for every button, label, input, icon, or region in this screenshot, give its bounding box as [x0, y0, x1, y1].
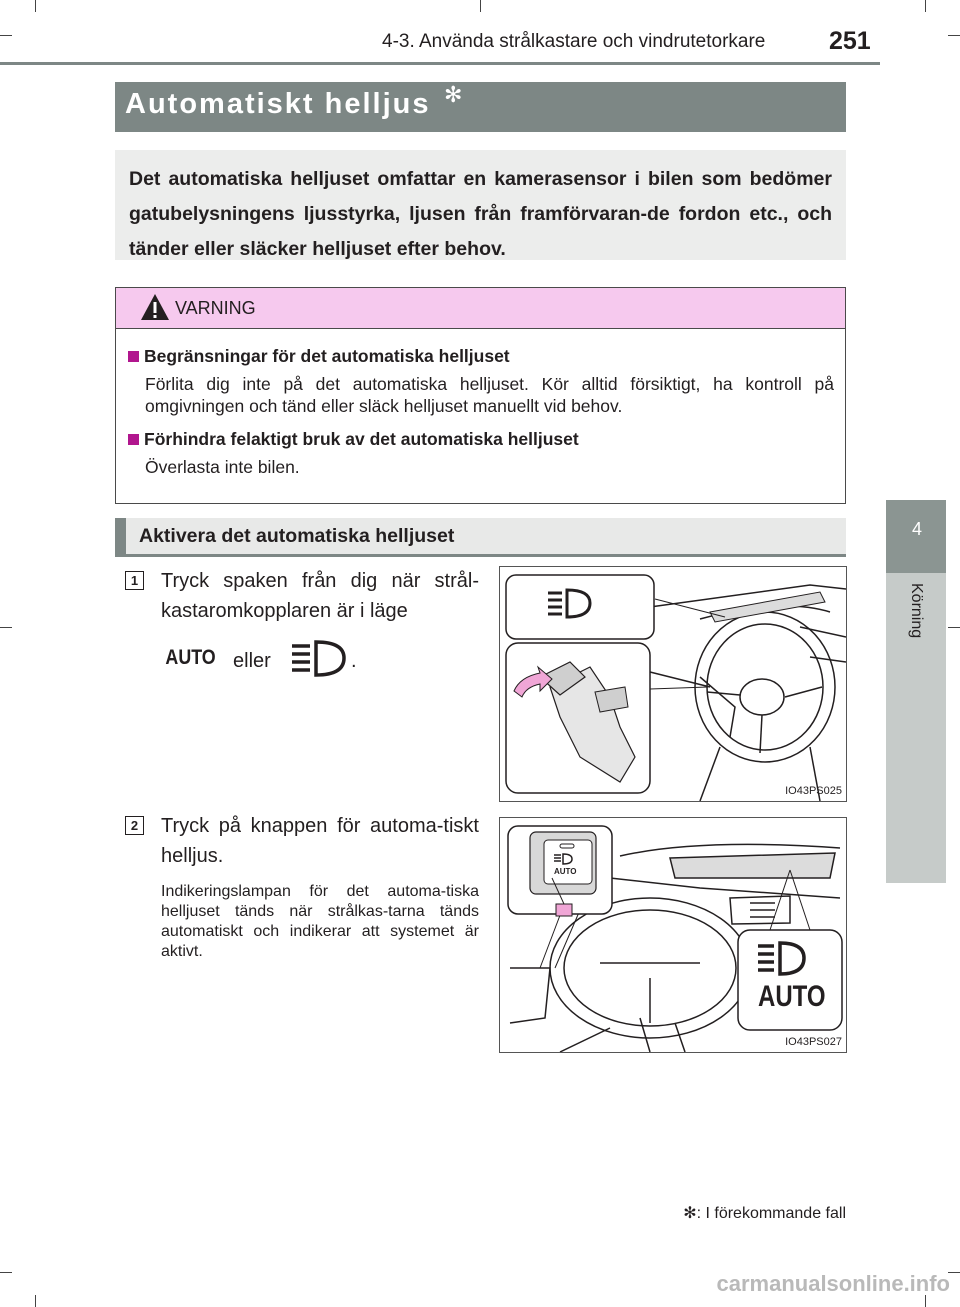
square-bullet-icon — [128, 351, 139, 362]
figure-auto-button — [499, 817, 847, 1053]
warning-triangle-icon — [140, 293, 170, 321]
intro-box — [115, 150, 846, 260]
warning-item-title-row — [128, 346, 834, 367]
crop-mark — [948, 627, 960, 628]
indicator-auto-label: AUTO — [758, 980, 826, 1013]
button-auto-label: AUTO — [554, 867, 577, 876]
crop-mark — [925, 0, 926, 12]
steering-column-illustration — [500, 567, 846, 801]
warning-item-title: Begränsningar för det automatiska helljuset — [144, 346, 510, 366]
header-rule — [0, 62, 880, 65]
crop-mark — [948, 35, 960, 36]
figure-code: IO43PS027 — [785, 1036, 842, 1048]
crop-mark — [0, 1272, 12, 1273]
footnote-mark: ✻ — [683, 1205, 697, 1222]
warning-item-body: Överlasta inte bilen. — [145, 457, 300, 477]
running-header: 4-3. Använda strålkastare och vindrutetorkare — [382, 31, 766, 52]
crop-mark — [35, 0, 36, 12]
warning-item — [128, 429, 834, 478]
crop-mark — [480, 0, 481, 12]
warning-item-title: Förhindra felaktigt bruk av det automatiska helljuset — [144, 429, 579, 449]
auto-high-beam-icon — [288, 638, 348, 680]
crop-mark — [35, 1295, 36, 1307]
step-number: 1 — [125, 571, 144, 590]
footnote-text: : I förekommande fall — [696, 1205, 846, 1222]
or-word: eller — [233, 650, 271, 672]
warning-item — [128, 346, 834, 417]
figure-code: IO43PS025 — [785, 785, 842, 797]
auto-mode-label: AUTO — [165, 646, 216, 669]
step-mode-line — [161, 638, 481, 682]
footnote — [683, 1203, 846, 1223]
asterisk-mark: ✻ — [444, 82, 463, 107]
figure-lever-push — [499, 566, 847, 802]
warning-header — [116, 288, 845, 329]
chapter-number: 4 — [911, 519, 922, 539]
step-number: 2 — [125, 816, 144, 835]
intro-text: Det automatiska helljuset omfattar en kamerasensor i bilen som bedömer gatubelysningens ljusstyrka, ljusen från framförvaran-de fordon etc., och tänder eller släcker helljuset efter behov. — [129, 168, 832, 260]
page-title: Automatiskt helljus — [125, 88, 431, 120]
warning-item-title-row — [128, 429, 834, 450]
warning-box — [115, 287, 846, 504]
page-number: 251 — [829, 27, 871, 55]
page-title-bar — [115, 82, 846, 132]
warning-label: VARNING — [175, 298, 256, 318]
crop-mark — [0, 627, 12, 628]
watermark: carmanualsonline.info — [716, 1271, 950, 1296]
step-text: Tryck spaken från dig när strål-kastaromkopplaren är i läge — [161, 570, 479, 622]
chapter-label-wrap — [886, 583, 946, 703]
square-bullet-icon — [128, 434, 139, 445]
dashboard-illustration — [500, 818, 846, 1052]
section-heading-bar — [115, 518, 846, 557]
chapter-label: Körning — [908, 583, 925, 639]
step-subtext: Indikeringslampan för det automa-tiska helljuset tänds när strålkas-tarna tänds automatiskt och indikerar att systemet är aktivt. — [161, 883, 479, 960]
section-heading: Aktivera det automatiska helljuset — [139, 525, 455, 547]
crop-mark — [0, 35, 12, 36]
step-text: Tryck på knappen för automa-tiskt helljus. — [161, 815, 479, 867]
section-accent — [115, 518, 126, 554]
step-period: . — [351, 650, 357, 672]
warning-item-body: Förlita dig inte på det automatiska helljuset. Kör alltid försiktigt, ha kontroll på omgivningen och tänd eller släck helljuset manuellt vid behov. — [145, 374, 834, 416]
